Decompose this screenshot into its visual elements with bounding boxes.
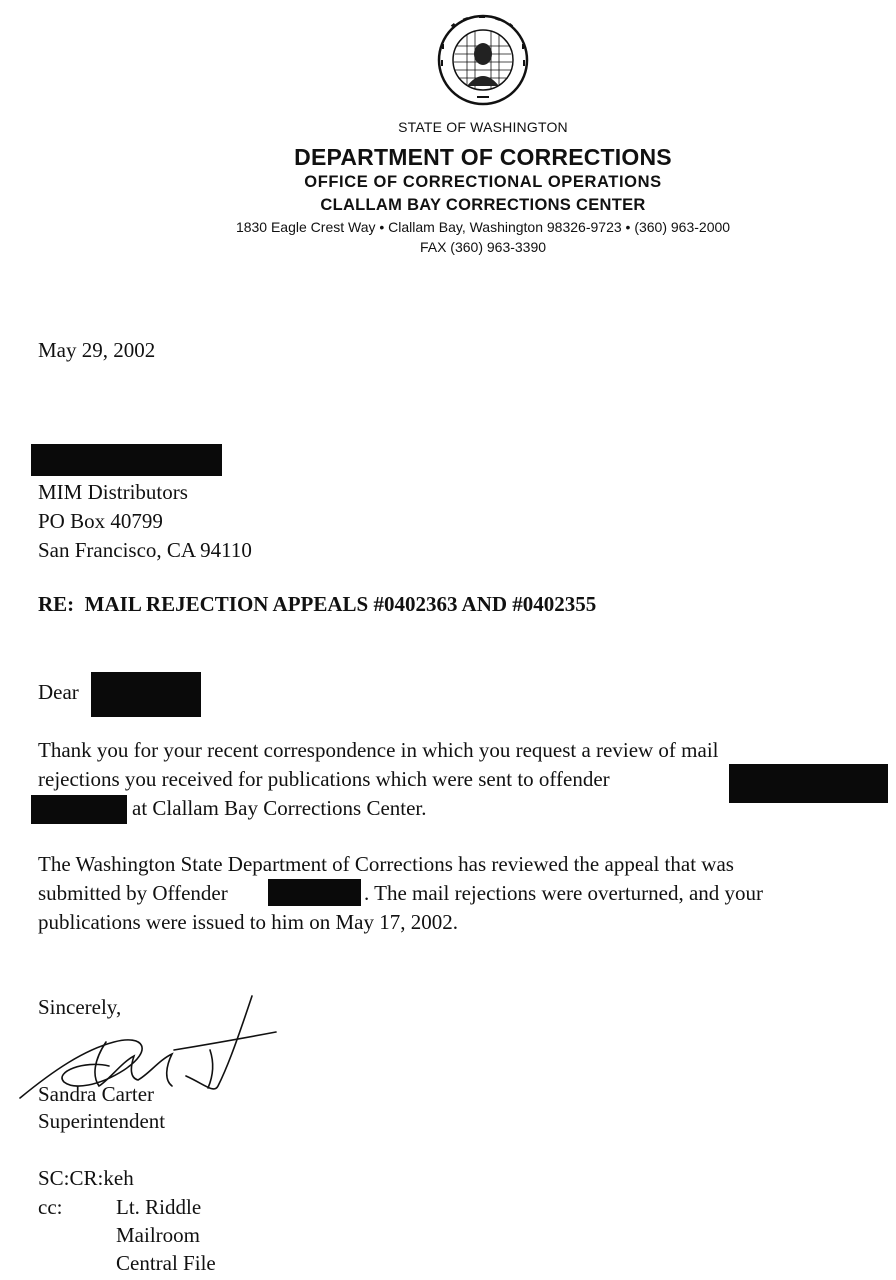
recipient-street: PO Box 40799: [38, 509, 163, 533]
letter-date: May 29, 2002: [38, 338, 156, 362]
recipient-organization: MIM Distributors: [38, 480, 188, 504]
letterhead-office: OFFICE OF CORRECTIONAL OPERATIONS: [304, 173, 662, 191]
cc-list: [116, 1193, 216, 1277]
paragraph-2-line-2-start: submitted by Offender: [38, 881, 228, 905]
reference-initials: SC:CR:keh: [38, 1166, 134, 1190]
redacted-offender-name: [31, 795, 127, 824]
paragraph-2-line-3: publications were issued to him on May 17, 2002.: [38, 910, 458, 934]
paragraph-2-line-1: The Washington State Department of Corrections has reviewed the appeal that was: [38, 852, 734, 876]
salutation: Dear: [38, 680, 79, 704]
cc-item: Central File: [116, 1251, 216, 1275]
letterhead-address: 1830 Eagle Crest Way • Clallam Bay, Washington 98326-9723 • (360) 963-2000: [235, 219, 731, 235]
cc-item: Lt. Riddle: [116, 1195, 202, 1219]
cc-label: cc:: [38, 1195, 63, 1219]
cc-item: Mailroom: [116, 1223, 200, 1247]
redacted-recipient-name: [31, 444, 222, 476]
recipient-city: San Francisco, CA 94110: [38, 538, 252, 562]
paragraph-2-line-2-end: . The mail rejections were overturned, and your: [364, 881, 764, 905]
paragraph-1-line-3: at Clallam Bay Corrections Center.: [132, 796, 427, 820]
state-seal-icon: [437, 14, 529, 106]
letterhead-fax: FAX (360) 963-3390: [419, 239, 547, 255]
letterhead-department: DEPARTMENT OF CORRECTIONS: [294, 144, 672, 170]
letterhead-state: STATE OF WASHINGTON: [398, 119, 568, 135]
letterhead-facility: CLALLAM BAY CORRECTIONS CENTER: [320, 196, 646, 214]
handwritten-signature: [14, 990, 284, 1110]
recipient-address: [38, 478, 252, 565]
paragraph-1-line-2: rejections you received for publications which were sent to offender: [38, 767, 610, 791]
signer-title: Superintendent: [38, 1109, 166, 1133]
closing: Sincerely,: [38, 995, 122, 1019]
redacted-salutation-name: [91, 672, 201, 717]
subject-line: RE: MAIL REJECTION APPEALS #0402363 AND #0402355: [38, 592, 597, 616]
signer-name: Sandra Carter: [38, 1082, 155, 1106]
redacted-offender-name: [268, 879, 361, 906]
redacted-offender-name: [729, 764, 888, 803]
paragraph-1-line-1: Thank you for your recent correspondence in which you request a review of mail: [38, 738, 719, 762]
